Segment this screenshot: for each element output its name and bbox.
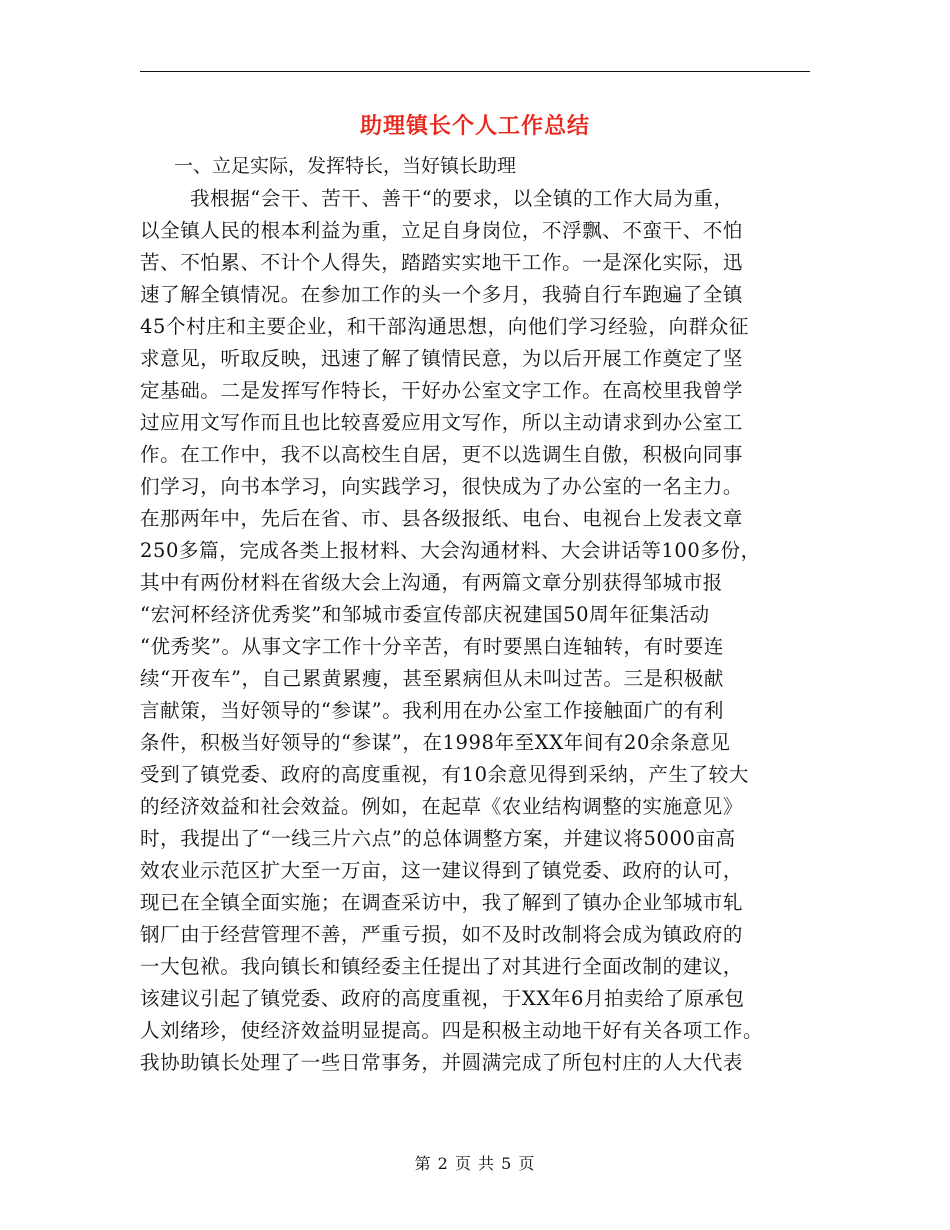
text-line: 我根据“会干、苦干、善干“的要求，以全镇的工作大局为重， <box>190 187 734 210</box>
text-line: 作。在工作中，我不以高校生自居，更不以选调生自傲，积极向同事 <box>140 443 744 466</box>
text-line: 效农业示范区扩大至一万亩，这一建议得到了镇党委、政府的认可， <box>140 859 744 882</box>
section-heading: 一、立足实际，发挥特长，当好镇长助理 <box>174 155 517 177</box>
text-line: 言献策，当好领导的“参谋”。我利用在办公室工作接触面广的有利 <box>140 699 724 722</box>
text-line: 条件，积极当好领导的“参谋”，在1998年至XX年间有20余条意见 <box>140 731 731 754</box>
text-line: 以全镇人民的根本利益为重，立足自身岗位，不浮飘、不蛮干、不怕 <box>140 219 744 242</box>
text-line: 时，我提出了“一线三片六点”的总体调整方案，并建议将5000亩高 <box>140 827 736 850</box>
text-line: “优秀奖”。从事文字工作十分辛苦，有时要黑白连轴转，有时要连 <box>140 635 724 658</box>
text-line: 苦、不怕累、不计个人得失，踏踏实实地干工作。一是深化实际，迅 <box>140 251 744 274</box>
paragraph <box>140 183 810 1079</box>
text-line: 我协助镇长处理了一些日常事务，并圆满完成了所包村庄的人大代表 <box>140 1051 744 1074</box>
text-line: 续“开夜车”，自己累黄累瘦，甚至累病但从未叫过苦。三是积极献 <box>140 667 724 690</box>
text-line: 受到了镇党委、政府的高度重视，有10余意见得到采纳，产生了较大 <box>140 763 749 786</box>
page-number: 第 2 页 共 5 页 <box>414 1154 536 1173</box>
text-line: 人刘绪珍，使经济效益明显提高。四是积极主动地干好有关各项工作。 <box>140 1019 764 1042</box>
text-line: 其中有两份材料在省级大会上沟通，有两篇文章分别获得邹城市报 <box>140 571 723 594</box>
text-line: 该建议引起了镇党委、政府的高度重视，于XX年6月拍卖给了原承包 <box>140 987 745 1010</box>
text-line: 250多篇，完成各类上报材料、大会沟通材料、大会讲话等100多份， <box>140 539 761 562</box>
document-title: 助理镇长个人工作总结 <box>359 113 590 139</box>
document-body <box>140 150 810 1079</box>
text-line: 们学习，向书本学习，向实践学习，很快成为了办公室的一名主力。 <box>140 475 744 498</box>
text-line: “宏河杯经济优秀奖”和邹城市委宣传部庆祝建国50周年征集活动 <box>140 603 710 626</box>
header-rule <box>140 71 810 72</box>
text-line: 在那两年中，先后在省、市、县各级报纸、电台、电视台上发表文章 <box>140 507 744 530</box>
text-line: 求意见，听取反映，迅速了解了镇情民意，为以后开展工作奠定了坚 <box>140 347 744 370</box>
text-line: 过应用文写作而且也比较喜爱应用文写作，所以主动请求到办公室工 <box>140 411 744 434</box>
text-line: 现已在全镇全面实施；在调查采访中，我了解到了镇办企业邹城市轧 <box>140 891 744 914</box>
text-line: 的经济效益和社会效益。例如，在起草《农业结构调整的实施意见》 <box>140 795 744 818</box>
text-line: 一大包袱。我向镇长和镇经委主任提出了对其进行全面改制的建议， <box>140 955 744 978</box>
text-line: 定基础。二是发挥写作特长，干好办公室文字工作。在高校里我曾学 <box>140 379 744 402</box>
text-line: 45个村庄和主要企业，和干部沟通思想，向他们学习经验，向群众征 <box>140 315 749 338</box>
text-line: 速了解全镇情况。在参加工作的头一个多月，我骑自行车跑遍了全镇 <box>140 283 744 306</box>
text-line: 钢厂由于经营管理不善，严重亏损，如不及时改制将会成为镇政府的 <box>140 923 744 946</box>
